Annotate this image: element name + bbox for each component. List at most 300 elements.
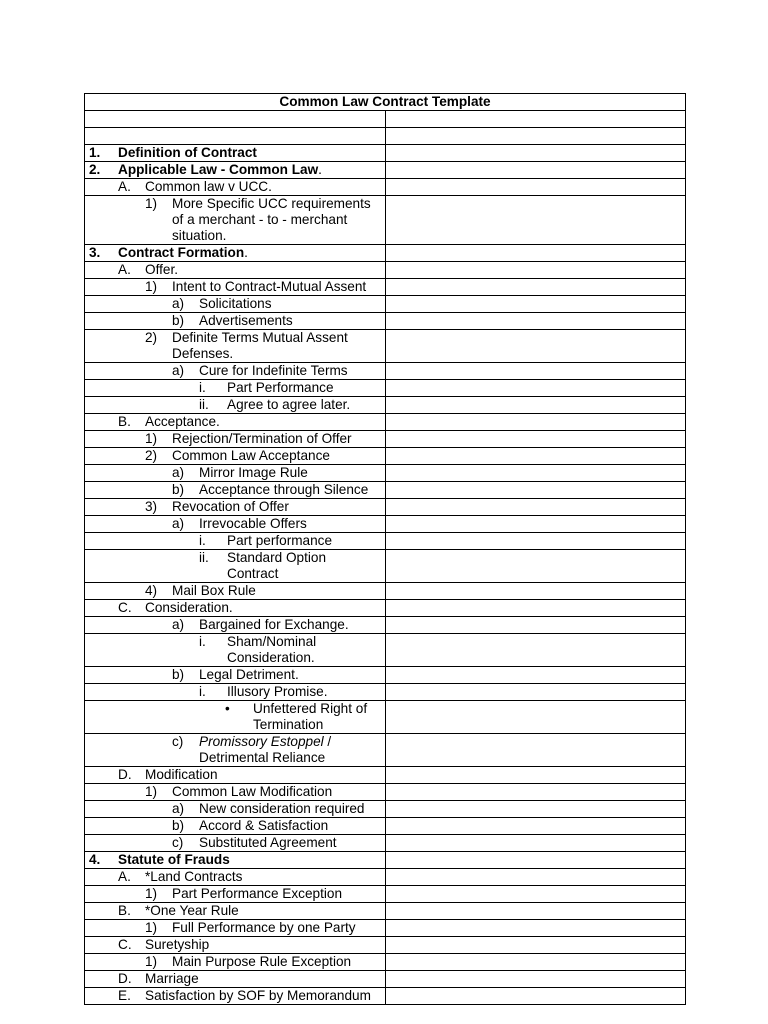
blank-row: [85, 128, 686, 145]
item-text: [85, 397, 385, 413]
item-text: [85, 667, 385, 683]
item-label: Bargained for Exchange.: [199, 617, 349, 632]
notes-cell: [385, 431, 686, 448]
notes-cell: [385, 835, 686, 852]
notes-cell: [385, 397, 686, 414]
item-label: New consideration required: [199, 801, 365, 816]
outline-cell: [85, 903, 386, 920]
item-label: / Detrimental Reliance: [199, 734, 332, 765]
item-text: [85, 533, 385, 549]
item-marker: 4): [145, 583, 158, 598]
item-marker: 4.: [89, 852, 101, 867]
item-label: Common Law Modification: [172, 784, 333, 799]
item-text: [85, 431, 385, 447]
notes-cell: [385, 701, 686, 734]
item-marker: 1): [145, 886, 158, 901]
item-suffix: .: [244, 245, 248, 260]
item-label: *Land Contracts: [145, 869, 243, 884]
outline-item: [85, 886, 385, 902]
outline-row: [85, 818, 686, 835]
notes-cell: [385, 988, 686, 1005]
outline-row: [85, 196, 686, 245]
outline-cell: [85, 617, 386, 634]
outline-cell: [85, 667, 386, 684]
notes-cell: [385, 818, 686, 835]
outline-cell: [85, 701, 386, 734]
notes-cell: [385, 684, 686, 701]
outline-row: [85, 971, 686, 988]
notes-cell: [385, 600, 686, 617]
outline-row: [85, 937, 686, 954]
notes-cell: [385, 533, 686, 550]
blank-cell: [85, 111, 386, 128]
outline-item: [85, 262, 385, 278]
outline-cell: [85, 179, 386, 196]
notes-cell: [385, 954, 686, 971]
item-label: Substituted Agreement: [199, 835, 337, 850]
outline-cell: [85, 313, 386, 330]
outline-cell: [85, 162, 386, 179]
outline-cell: [85, 196, 386, 245]
item-label: Applicable Law - Common Law: [118, 162, 319, 177]
notes-cell: [385, 734, 686, 767]
item-text: [85, 482, 385, 498]
notes-cell: [385, 330, 686, 363]
notes-cell: [385, 363, 686, 380]
item-text: [85, 279, 385, 295]
item-marker: 3.: [89, 245, 101, 260]
blank-cell: [85, 128, 386, 145]
item-marker: i.: [199, 533, 206, 548]
item-marker: a): [172, 516, 185, 531]
item-marker: 1): [145, 431, 158, 446]
outline-item: [85, 869, 385, 885]
outline-row: [85, 313, 686, 330]
item-text: [85, 162, 385, 178]
outline-cell: [85, 330, 386, 363]
outline-cell: [85, 684, 386, 701]
outline-row: [85, 431, 686, 448]
outline-item: [85, 550, 385, 582]
outline-row: [85, 448, 686, 465]
outline-cell: [85, 431, 386, 448]
outline-row: [85, 583, 686, 600]
item-label: Definite Terms Mutual Assent Defenses.: [172, 330, 348, 361]
item-marker: 1): [145, 920, 158, 935]
item-marker: i.: [199, 634, 206, 649]
item-text: [85, 617, 385, 633]
outline-item: [85, 196, 385, 244]
outline-item: [85, 516, 385, 532]
outline-cell: [85, 448, 386, 465]
item-marker: B.: [118, 903, 131, 918]
item-text: [85, 886, 385, 902]
outline-cell: [85, 954, 386, 971]
outline-item: [85, 818, 385, 834]
item-marker: 2): [145, 330, 158, 345]
outline-cell: [85, 801, 386, 818]
outline-table: [84, 93, 686, 1005]
notes-cell: [385, 937, 686, 954]
outline-cell: [85, 465, 386, 482]
item-label: More Specific UCC requirements of a merchant - to - merchant situation.: [172, 196, 371, 243]
outline-item: [85, 414, 385, 430]
notes-cell: [385, 550, 686, 583]
item-marker: B.: [118, 414, 131, 429]
outline-row: [85, 886, 686, 903]
outline-row: [85, 801, 686, 818]
item-marker: 1): [145, 196, 158, 211]
outline-cell: [85, 971, 386, 988]
notes-cell: [385, 313, 686, 330]
outline-item: [85, 954, 385, 970]
outline-cell: [85, 784, 386, 801]
outline-cell: [85, 296, 386, 313]
outline-item: [85, 296, 385, 312]
outline-cell: [85, 583, 386, 600]
outline-item: [85, 279, 385, 295]
item-marker: 2.: [89, 162, 101, 177]
outline-row: [85, 482, 686, 499]
notes-cell: [385, 869, 686, 886]
item-label: Part Performance Exception: [172, 886, 343, 901]
notes-cell: [385, 903, 686, 920]
outline-item: [85, 734, 385, 766]
outline-row: [85, 767, 686, 784]
outline-item: [85, 145, 385, 161]
outline-item: [85, 533, 385, 549]
notes-cell: [385, 262, 686, 279]
outline-item: [85, 852, 385, 868]
outline-row: [85, 145, 686, 162]
item-marker: A.: [118, 869, 131, 884]
outline-row: [85, 363, 686, 380]
item-label: Full Performance by one Party: [172, 920, 356, 935]
item-text: [85, 363, 385, 379]
notes-cell: [385, 801, 686, 818]
outline-row: [85, 667, 686, 684]
outline-cell: [85, 499, 386, 516]
outline-item: [85, 920, 385, 936]
outline-row: [85, 701, 686, 734]
notes-cell: [385, 767, 686, 784]
notes-cell: [385, 380, 686, 397]
item-text: [85, 784, 385, 800]
outline-row: [85, 179, 686, 196]
outline-cell: [85, 852, 386, 869]
outline-item: [85, 482, 385, 498]
document-title: Common Law Contract Template: [85, 94, 686, 111]
outline-cell: [85, 818, 386, 835]
item-text: [85, 920, 385, 936]
bullet-icon: •: [225, 701, 230, 716]
item-text: [85, 852, 385, 868]
item-text: [85, 448, 385, 464]
item-text: [85, 583, 385, 599]
item-italic-text: Promissory Estoppel: [199, 734, 324, 749]
item-label: Advertisements: [199, 313, 293, 328]
notes-cell: [385, 414, 686, 431]
outline-cell: [85, 920, 386, 937]
outline-item: [85, 801, 385, 817]
outline-item: [85, 583, 385, 599]
outline-row: [85, 617, 686, 634]
outline-cell: [85, 886, 386, 903]
outline-item: [85, 179, 385, 195]
item-marker: ii.: [199, 550, 209, 565]
item-text: [85, 835, 385, 851]
item-label: Part performance: [227, 533, 333, 548]
item-label: Legal Detriment.: [199, 667, 299, 682]
blank-row: [85, 111, 686, 128]
outline-item: [85, 313, 385, 329]
item-marker: D.: [118, 971, 132, 986]
blank-cell: [385, 128, 686, 145]
item-label: Marriage: [145, 971, 199, 986]
item-marker: b): [172, 313, 185, 328]
notes-cell: [385, 482, 686, 499]
outline-item: [85, 499, 385, 515]
notes-cell: [385, 516, 686, 533]
outline-cell: [85, 533, 386, 550]
outline-cell: [85, 397, 386, 414]
outline-cell: [85, 835, 386, 852]
item-label: Agree to agree later.: [227, 397, 351, 412]
item-marker: 2): [145, 448, 158, 463]
outline-row: [85, 279, 686, 296]
item-marker: a): [172, 296, 185, 311]
outline-row: [85, 499, 686, 516]
outline-item: [85, 903, 385, 919]
item-text: [85, 550, 385, 582]
item-label: Offer.: [145, 262, 178, 277]
item-text: [85, 954, 385, 970]
item-label: Consideration.: [145, 600, 233, 615]
item-marker: 3): [145, 499, 158, 514]
item-label: Accord & Satisfaction: [199, 818, 329, 833]
outline-cell: [85, 550, 386, 583]
item-marker: c): [172, 835, 184, 850]
outline-row: [85, 380, 686, 397]
outline-cell: [85, 600, 386, 617]
notes-cell: [385, 179, 686, 196]
outline-item: [85, 380, 385, 396]
item-marker: 1): [145, 954, 158, 969]
outline-cell: [85, 869, 386, 886]
outline-row: [85, 852, 686, 869]
outline-row: [85, 162, 686, 179]
item-text: [85, 499, 385, 515]
notes-cell: [385, 162, 686, 179]
notes-cell: [385, 617, 686, 634]
item-text: [85, 684, 385, 700]
outline-cell: [85, 516, 386, 533]
item-marker: a): [172, 363, 185, 378]
item-text: [85, 145, 385, 161]
item-text: [85, 801, 385, 817]
item-label: Main Purpose Rule Exception: [172, 954, 352, 969]
notes-cell: [385, 279, 686, 296]
outline-cell: [85, 380, 386, 397]
item-marker: 1): [145, 279, 158, 294]
item-text: [85, 818, 385, 834]
item-label: Statute of Frauds: [118, 852, 230, 867]
outline-item: [85, 634, 385, 666]
item-text: [85, 296, 385, 312]
item-label: Solicitations: [199, 296, 272, 311]
outline-item: [85, 397, 385, 413]
item-text: [85, 330, 385, 362]
outline-item: [85, 701, 385, 733]
outline-row: [85, 245, 686, 262]
item-text: [85, 313, 385, 329]
item-marker: A.: [118, 262, 131, 277]
outline-cell: [85, 937, 386, 954]
notes-cell: [385, 971, 686, 988]
item-marker: C.: [118, 937, 132, 952]
outline-row: [85, 954, 686, 971]
outline-cell: [85, 414, 386, 431]
item-label: Standard Option Contract: [227, 550, 326, 581]
item-label: Mail Box Rule: [172, 583, 256, 598]
item-text: [85, 634, 385, 666]
item-label: Common law v UCC.: [145, 179, 272, 194]
outline-cell: [85, 734, 386, 767]
outline-row: [85, 784, 686, 801]
item-marker: i.: [199, 684, 206, 699]
outline-cell: [85, 482, 386, 499]
item-text: [85, 196, 385, 244]
outline-row: [85, 634, 686, 667]
outline-row: [85, 903, 686, 920]
item-label: Modification: [145, 767, 218, 782]
title-row: [85, 94, 686, 111]
item-label: Mirror Image Rule: [199, 465, 308, 480]
item-label: Suretyship: [145, 937, 210, 952]
item-label: Sham/Nominal Consideration.: [227, 634, 317, 665]
notes-cell: [385, 448, 686, 465]
outline-row: [85, 550, 686, 583]
notes-cell: [385, 784, 686, 801]
notes-cell: [385, 196, 686, 245]
item-marker: A.: [118, 179, 131, 194]
item-text: [85, 734, 385, 766]
notes-cell: [385, 499, 686, 516]
item-marker: a): [172, 617, 185, 632]
outline-item: [85, 835, 385, 851]
item-text: [85, 465, 385, 481]
item-marker: i.: [199, 380, 206, 395]
outline-item: [85, 767, 385, 783]
item-marker: c): [172, 734, 184, 749]
item-marker: C.: [118, 600, 132, 615]
outline-row: [85, 600, 686, 617]
outline-item: [85, 988, 385, 1004]
item-marker: a): [172, 465, 185, 480]
notes-cell: [385, 145, 686, 162]
item-text: [85, 245, 385, 261]
outline-row: [85, 397, 686, 414]
item-marker: b): [172, 482, 185, 497]
blank-cell: [385, 111, 686, 128]
item-label: Contract Formation: [118, 245, 245, 260]
item-label: Cure for Indefinite Terms: [199, 363, 348, 378]
outline-item: [85, 465, 385, 481]
notes-cell: [385, 634, 686, 667]
outline-item: [85, 937, 385, 953]
outline-cell: [85, 634, 386, 667]
item-label: Acceptance.: [145, 414, 220, 429]
outline-row: [85, 869, 686, 886]
item-marker: b): [172, 818, 185, 833]
item-label: Unfettered Right of Termination: [253, 701, 368, 732]
outline-item: [85, 245, 385, 261]
item-label: Irrevocable Offers: [199, 516, 307, 531]
outline-item: [85, 684, 385, 700]
outline-item: [85, 330, 385, 362]
outline-cell: [85, 262, 386, 279]
outline-cell: [85, 145, 386, 162]
outline-row: [85, 465, 686, 482]
item-label: Illusory Promise.: [227, 684, 328, 699]
outline-cell: [85, 767, 386, 784]
item-marker: b): [172, 667, 185, 682]
notes-cell: [385, 583, 686, 600]
outline-item: [85, 617, 385, 633]
item-label: Satisfaction by SOF by Memorandum: [145, 988, 371, 1003]
outline-item: [85, 667, 385, 683]
outline-row: [85, 330, 686, 363]
outline-item: [85, 431, 385, 447]
outline-row: [85, 988, 686, 1005]
item-text: [85, 380, 385, 396]
outline-row: [85, 296, 686, 313]
outline-item: [85, 363, 385, 379]
outline-item: [85, 784, 385, 800]
item-label: Part Performance: [227, 380, 334, 395]
item-marker: E.: [118, 988, 131, 1003]
item-marker: 1.: [89, 145, 101, 160]
notes-cell: [385, 886, 686, 903]
outline-cell: [85, 363, 386, 380]
item-label: Definition of Contract: [118, 145, 257, 160]
notes-cell: [385, 852, 686, 869]
outline-row: [85, 835, 686, 852]
outline-cell: [85, 279, 386, 296]
item-label: Revocation of Offer: [172, 499, 289, 514]
item-marker: 1): [145, 784, 158, 799]
outline-item: [85, 162, 385, 178]
outline-cell: [85, 245, 386, 262]
item-label: *One Year Rule: [145, 903, 239, 918]
notes-cell: [385, 667, 686, 684]
outline-row: [85, 516, 686, 533]
notes-cell: [385, 465, 686, 482]
item-marker: ii.: [199, 397, 209, 412]
item-label: Common Law Acceptance: [172, 448, 330, 463]
item-marker: a): [172, 801, 185, 816]
outline-table-body: [85, 94, 686, 1005]
item-marker: D.: [118, 767, 132, 782]
outline-item: [85, 971, 385, 987]
item-label: Acceptance through Silence: [199, 482, 369, 497]
outline-row: [85, 533, 686, 550]
outline-item: [85, 600, 385, 616]
outline-row: [85, 262, 686, 279]
item-text: [85, 516, 385, 532]
outline-item: [85, 448, 385, 464]
notes-cell: [385, 920, 686, 937]
